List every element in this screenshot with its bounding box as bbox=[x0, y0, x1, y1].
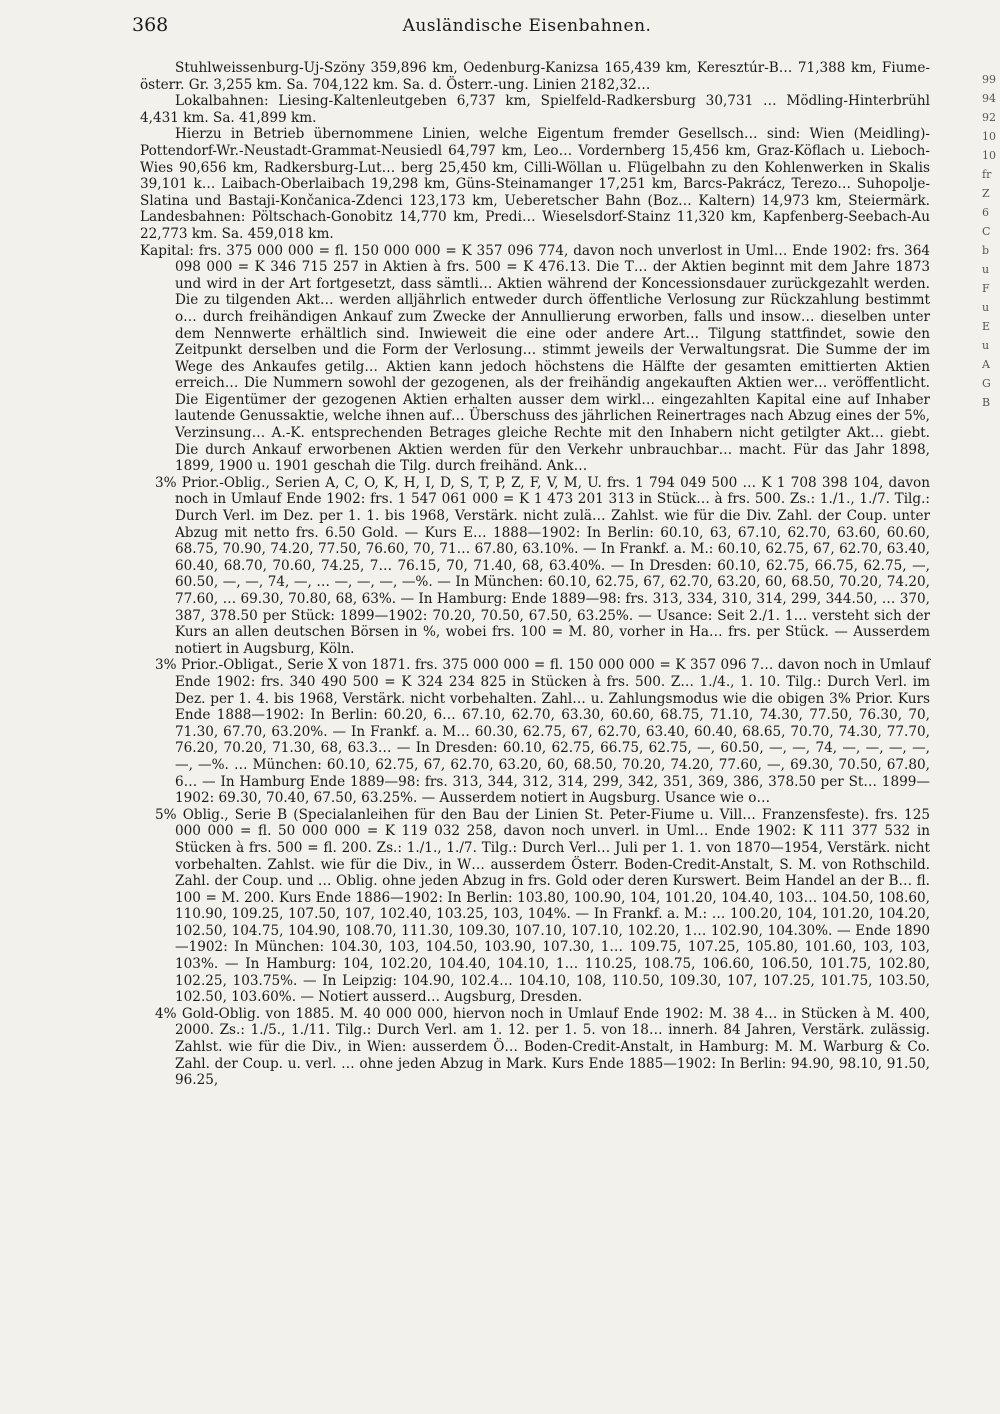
margin-fragment: u bbox=[982, 301, 990, 314]
paragraph-betrieb-linien: Hierzu in Betrieb übernommene Linien, welche Eigentum fremder Gesellsch… sind: Wien (Meidling)-Pottendorf-Wr.-Neustadt-Grammat-Neusiedl 64,797 km, Leo… Vordernberg 15,456 km, Graz-Köflach u. Lieboch-Wies 90,656 km, Radkersburg-Lut… berg 25,450 km, Cilli-Wöllan u. Flügelbahn zu den Kohlenwerken in Skalis 39,101 k… Laibach-Oberlaibach 19,298 km, Güns-Steinamanger 17,251 km, Barcs-Pakrácz, Terezo… Suhopolje-Slatina und Bastaji-Končanica-Zdenci 123,173 km, Ueberetscher Bahn (Boz… Kaltern) 14,973 km, Steiermärk. Landesbahnen: Pöltschach-Gonobitz 14,770 km, Predi… Wieselsdorf-Stainz 11,320 km, Kapfenberg-Seebach-Au 22,773 km. Sa. 459,018 km. bbox=[140, 126, 930, 242]
margin-fragment: fr bbox=[982, 168, 992, 181]
margin-fragment: 92 bbox=[982, 111, 996, 124]
margin-fragment: Z bbox=[982, 187, 990, 200]
margin-fragment: 99 bbox=[982, 73, 996, 86]
paragraph-kapital: Kapital: frs. 375 000 000 = fl. 150 000 000 = K 357 096 774, davon noch unverlost in Uml… Ende 1902: frs. 364 098 000 = K 346 715 257 in Aktien à frs. 500 = K 476.13. Die T… der Aktien beginnt mit dem Jahre 1873 und wird in der Art fortgesetzt, dass sämtli… Aktien während der Koncessionsdauer zurückgezahlt werden. Die zu tilgenden Akt… werden alljährlich entweder durch öffentliche Verlosung zur Rückzahlung bestimmt o… durch freihändigen Ankauf zum Zwecke der Annullierung erworben, falls und insow… dieselben unter dem Nennwerte erhältlich sind. Inwieweit die eine oder andere Art… Tilgung stattfindet, sowie den Zeitpunkt derselben und die Form der Verlosung… stimmt jeweils der Verwaltungsrat. Die Summe der im Wege des Ankaufes getilg… Aktien kann jedoch höchstens die Hälfte der gesamten emittierten Aktien erreich… Die Nummern sowohl der gezogenen, als der freihändig angekauften Aktien wer… veröffentlicht. Die Eigentümer der gezogenen Aktien erhalten ausser dem wirkl… eingezahlten Kapital eine auf Inhaber lautende Genussaktie, welche ihnen auf… Überschuss des jährlichen Reinertrages nach Abzug eines der 5%, Verzinsung… A.-K. entsprechenden Betrages gleiche Rechte mit den Inhabern nicht getilgter Akt… giebt. Die durch Ankauf erworbenen Aktien werden für den Verkehr unbrauchbar… macht. Für das Jahr 1898, 1899, 1900 u. 1901 geschah die Tilg. durch freihänd. Ank… bbox=[140, 242, 930, 475]
paragraph-lines-continued: Stuhlweissenburg-Uj-Szöny 359,896 km, Oedenburg-Kanizsa 165,439 km, Keresztúr-B… 71,388 km, Fiume-österr. Gr. 3,255 km. Sa. 704,122 km. Sa. d. Österr.-ung. Linien 2182,32… bbox=[140, 60, 930, 93]
page-header bbox=[132, 14, 922, 44]
margin-fragment: A bbox=[982, 358, 990, 371]
margin-fragment: u bbox=[982, 339, 990, 352]
page-content bbox=[140, 60, 930, 1089]
right-margin-fragments bbox=[982, 70, 1000, 412]
paragraph-gold-oblig-1885: 4% Gold-Oblig. von 1885. M. 40 000 000, hiervon noch in Umlauf Ende 1902: M. 38 4… in Stücken à M. 400, 2000. Zs.: 1./5., 1./11. Tilg.: Durch Verl. am 1. 12. per 1. 5. von 18… innerh. 84 Jahren, Verstärk. zulässig. Zahlst. wie für die Div., in Wien: ausserdem Ö… Boden-Credit-Anstalt, in Hamburg: M. M. Warburg & Co. Zahl. der Coup. u. verl. … ohne jeden Abzug in Mark. Kurs Ende 1885—1902: In Berlin: 94.90, 98.10, 91.50, 96.25, bbox=[155, 1005, 930, 1089]
margin-fragment: B bbox=[982, 396, 991, 409]
paragraph-lokalbahnen: Lokalbahnen: Liesing-Kaltenleutgeben 6,737 km, Spielfeld-Radkersburg 30,731 … Mödling-Hinterbrühl 4,431 km. Sa. 41,899 km. bbox=[140, 93, 930, 126]
page-number: 368 bbox=[132, 14, 169, 36]
margin-fragment: 94 bbox=[982, 92, 996, 105]
margin-fragment: G bbox=[982, 377, 991, 390]
margin-fragment: 10 bbox=[982, 130, 996, 143]
margin-fragment: u bbox=[982, 263, 990, 276]
paragraph-prior-obligat-serie-x: 3% Prior.-Obligat., Serie X von 1871. frs. 375 000 000 = fl. 150 000 000 = K 357 096 7… davon noch in Umlauf Ende 1902: frs. 340 490 500 = K 324 234 825 in Stücken à frs. 500. Z… 1./4., 1. 10. Tilg.: Durch Verl. im Dez. per 1. 4. bis 1968, Verstärk. nicht vorbehalten. Zahl… u. Zahlungsmodus wie die obigen 3% Prior. Kurs Ende 1888—1902: In Berlin: 60.20, 6… 67.10, 62.70, 63.30, 60.60, 68.75, 71.10, 74.30, 77.50, 76.30, 70, 71.30, 67.70, 63.20%. — In Frankf. a. M… 60.30, 62.75, 67, 62.70, 63.40, 60.40, 68.65, 70.70, 74.30, 77.70, 76.20, 70.20, 71.30, 68, 63.3… — In Dresden: 60.10, 62.75, 66.75, 62.75, —, 60.50, —, —, 74, —, —, —, —, —, —%. … München: 60.10, 62.75, 67, 62.70, 63.20, 60, 68.50, 70.20, 74.20, 77.60, —, 69.30, 70.50, 67.80, 6… — In Hamburg Ende 1889—98: frs. 313, 344, 312, 314, 299, 342, 351, 369, 386, 378.50 per St… 1899—1902: 69.30, 70.40, 67.50, 63.25%. — Ausserdem notiert in Augsburg. Usance wie o… bbox=[155, 657, 930, 807]
paragraph-prior-oblig-3pct: 3% Prior.-Oblig., Serien A, C, O, K, H, I, D, S, T, P, Z, F, V, M, U. frs. 1 794 049 500 … K 1 708 398 104, davon noch in Umlauf Ende 1902: frs. 1 547 061 000 = K 1 473 201 313 in Stück… à frs. 500. Zs.: 1./1., 1./7. Tilg.: Durch Verl. im Dez. per 1. 1. bis 1968, Verstärk. nicht zulä… Zahlst. wie für die Div. Zahl. der Coup. unter Abzug mit netto frs. 6.50 Gold. — Kurs E… 1888—1902: In Berlin: 60.10, 63, 67.10, 62.70, 63.60, 60.60, 68.75, 70.90, 74.20, 77.50, 76.60, 70, 71… 67.80, 63.10%. — In Frankf. a. M.: 60.10, 62.75, 67, 62.70, 63.40, 60.40, 68.70, 70.60, 74.25, 7… 76.15, 70, 71.40, 68, 63.40%. — In Dresden: 60.10, 62.75, 66.75, 62.75, —, 60.50, —, —, 74, —, … —, —, —, —%. — In München: 60.10, 62.75, 67, 62.70, 63.20, 60, 68.50, 70.20, 74.20, 77.60, … 69.30, 70.80, 68, 63%. — In Hamburg: Ende 1889—98: frs. 313, 334, 310, 314, 299, 344.50, … 370, 387, 378.50 per Stück: 1899—1902: 70.20, 70.50, 67.50, 63.25%. — Usance: Seit 2./1. 1… versteht sich der Kurs an allen deutschen Börsen in %, wobei frs. 100 = M. 80, vorher in Ha… frs. per Stück. — Ausserdem notiert in Augsburg, Köln. bbox=[155, 474, 930, 657]
margin-fragment: C bbox=[982, 225, 991, 238]
margin-fragment: E bbox=[982, 320, 991, 333]
running-title: Ausländische Eisenbahnen. bbox=[402, 16, 652, 36]
margin-fragment: 6 bbox=[982, 206, 989, 219]
margin-fragment: b bbox=[982, 244, 990, 257]
margin-fragment: F bbox=[982, 282, 990, 295]
margin-fragment: 10 bbox=[982, 149, 996, 162]
paragraph-oblig-serie-b: 5% Oblig., Serie B (Specialanleihen für den Bau der Linien St. Peter-Fiume u. Vill… Franzensfeste). frs. 125 000 000 = fl. 50 000 000 = K 119 032 258, davon noch unverl. in Uml… Ende 1902: K 111 377 532 in Stücken à frs. 500 = fl. 200. Zs.: 1./1., 1./7. Tilg.: Durch Verl… Juli per 1. 1. von 1870—1954, Verstärk. nicht vorbehalten. Zahlst. wie für die Div., in W… ausserdem Österr. Boden-Credit-Anstalt, S. M. von Rothschild. Zahl. der Coup. und … Oblig. ohne jeden Abzug in frs. Gold oder deren Kurswert. Beim Handel an der B… fl. 100 = M. 200. Kurs Ende 1886—1902: In Berlin: 103.80, 100.90, 104, 101.20, 104.40, 103… 104.50, 108.60, 110.90, 109.25, 107.50, 107, 102.40, 103.25, 103, 104%. — In Frankf. a. M.: … 100.20, 104, 101.20, 104.20, 102.50, 104.75, 104.90, 108.70, 111.30, 109.30, 107.10, 107.10, 102.20, 1… 102.90, 104.30%. — Ende 1890—1902: In München: 104.30, 103, 104.50, 103.90, 107.30, 1… 109.75, 107.25, 105.80, 101.60, 103, 103, 103%. — In Hamburg: 104, 102.20, 104.40, 104.10, 1… 110.25, 108.75, 106.60, 106.50, 101.75, 102.80, 102.25, 103.75%. — In Leipzig: 104.90, 102.4… 104.10, 108, 110.50, 109.30, 107, 107.25, 101.75, 103.50, 102.50, 103.60%. — Notiert ausserd… Augsburg, Dresden. bbox=[155, 806, 930, 1006]
